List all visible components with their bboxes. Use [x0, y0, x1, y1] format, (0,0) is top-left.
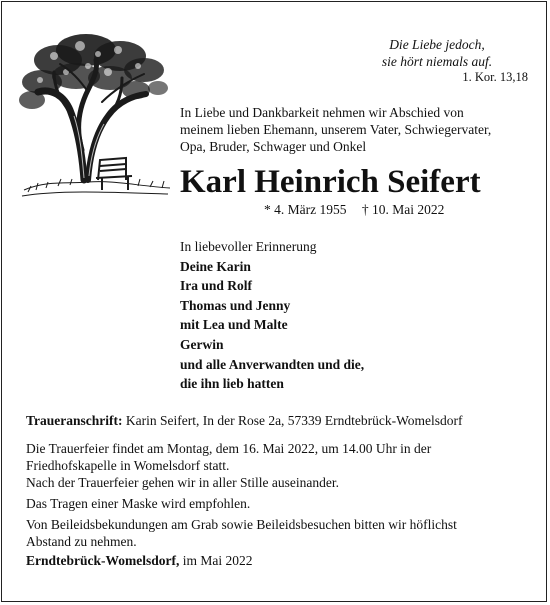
mourner-line: die ihn lieb hatten — [180, 376, 284, 392]
info-line: Friedhofskapelle in Womelsdorf statt. — [26, 458, 230, 473]
death-date: † 10. Mai 2022 — [361, 202, 445, 217]
intro-line: Opa, Bruder, Schwager und Onkel — [180, 139, 367, 154]
address-label: Traueranschrift: — [26, 413, 123, 428]
birth-date: * 4. März 1955 — [264, 202, 347, 217]
place-and-date — [26, 553, 253, 569]
intro-line: In Liebe und Dankbarkeit nehmen wir Abschied von — [180, 105, 464, 120]
info-line: Abstand zu nehmen. — [26, 534, 137, 549]
condolence-paragraph — [26, 516, 526, 550]
info-line: Nach der Trauerfeier gehen wir in aller Stille auseinander. — [26, 475, 340, 490]
farewell-intro — [180, 104, 530, 155]
quote-line: Die Liebe jedoch, — [389, 37, 485, 52]
mourner-line: mit Lea und Malte — [180, 317, 288, 333]
mourner-line: und alle Anverwandten und die, — [180, 356, 365, 372]
ceremony-paragraph — [26, 440, 526, 491]
info-line: Die Trauerfeier findet am Montag, dem 16. Mai 2022, um 14.00 Uhr in der — [26, 441, 432, 456]
mask-paragraph — [26, 495, 526, 512]
mourning-address — [26, 413, 463, 429]
life-dates — [264, 202, 444, 218]
quote-line: sie hört niemals auf. — [381, 54, 493, 69]
signoff-place: Erndtebrück-Womelsdorf, — [26, 553, 180, 568]
mourners-heading: In liebevoller Erinnerung — [180, 239, 317, 254]
mourner-line: Gerwin — [180, 336, 224, 352]
quote-reference: 1. Kor. 13,18 — [462, 70, 528, 84]
mourner-line: Thomas und Jenny — [180, 297, 291, 313]
signoff-date: im Mai 2022 — [182, 553, 253, 568]
tree-with-bench-icon — [18, 30, 176, 202]
mourners-list — [180, 237, 510, 394]
mourner-line: Ira und Rolf — [180, 278, 253, 294]
bible-quote — [360, 36, 514, 70]
deceased-name: Karl Heinrich Seifert — [180, 164, 481, 200]
mourner-line: Deine Karin — [180, 258, 251, 274]
funeral-info — [26, 440, 526, 554]
intro-line: meinem lieben Ehemann, unserem Vater, Schwiegervater, — [180, 122, 492, 137]
address-value: Karin Seifert, In der Rose 2a, 57339 Erndtebrück-Womelsdorf — [125, 413, 463, 428]
info-line: Das Tragen einer Maske wird empfohlen. — [26, 496, 251, 511]
info-line: Von Beileidsbekundungen am Grab sowie Beileidsbesuchen bitten wir höflichst — [26, 517, 457, 532]
